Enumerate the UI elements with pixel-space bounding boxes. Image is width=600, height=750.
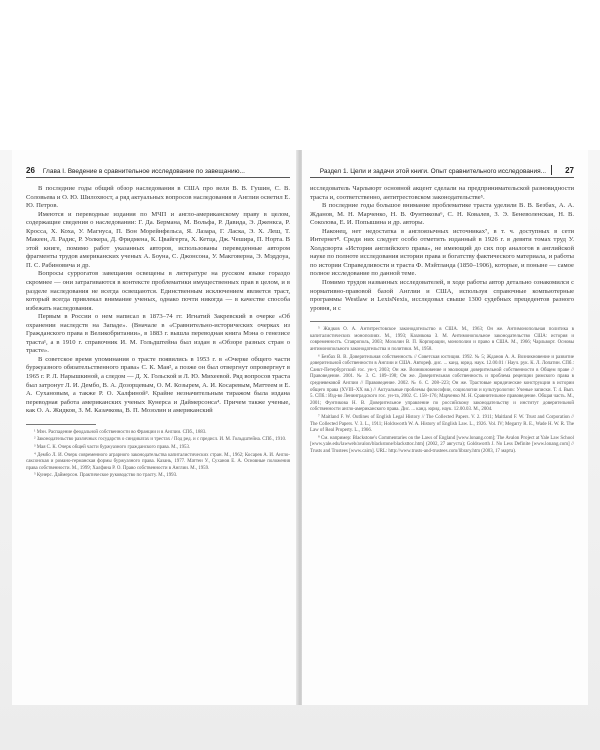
paragraph: исследователь Чарльворт основной акцент сделали на предпринимательской разновидности траста и, соответственно, антитрестовском законодательстве⁵. [310,185,574,201]
footnote-divider [26,424,96,425]
footnote: ⁶ Безбах В. В. Доверительная собственность // Советская юстиция. 1992. № 5; Жданов А. А. Возникновение и развитие доверительной собственности в Англии и США. Автореф. дис. ... канд. юрид. наук. 12.00.01 / Науч. рук. К. Л. Лопатин. СПб.: Санкт-Петербургский гос. ун-т, 2003; Он же. Возникновение и эволюция доверительной собственности в Общем праве // Правоведение. 2001. № 3. С. 189–198; Он же. Доверительная собственность и проблема рецепции римского права в средневековой Англии // Правоведение. 2002. № 6. С. 208–223; Он же. Трастовые юридические конструкции в истории общего права (XVIII–XX вв.) // Актуальные проблемы философии, социологии и культурологии: Ученые записки. Т. 4. Вып. 5. СПб.: Изд-во Ленинградского гос. ун-та, 2002. С. 158–176; Марченко М. Н. Сравнительное правоведение. Общая часть. М., 2001; Фунтикова Н. В. Доверительное управление по российскому законодательству и институт доверительной собственности англо-американского права. Дис. ... канд. юрид. наук. 12.00.03. М., 2004. [310,354,574,413]
header-separator [551,165,552,175]
right-page-number: 27 [565,166,574,175]
paragraph: Первым в России о нем написал в 1873–74 гг. Игнатий Закревский в очерке «Об охранении наследств на Западе». (Вначале в «Сравнительно-исторических очерках из Гражданского права в Великобритании», в 1883 г. вышла переводная книга Мэна о генезисе траста¹, а в 1910 г. справочник И. М. Гольдштейна был издан в «Обзоре разных стран о трасте». [26,313,290,355]
right-footnotes [310,321,574,455]
left-running-header [26,162,290,178]
right-header-title: Раздел 1. Цели и задачи этой книги. Опыт сравнительного исследования... [319,168,547,175]
footnote: ² Законодательство различных государств о синдикатах и трестах / Под ред. и с предисл. И. М. Гольдштейна. СПб., 1910. [34,437,287,443]
footnote: ⁸ См. например: Blackstone's Commentaries on the Laws of England [www.lonang.com]; The Avalon Project at Yale Law School [www.yale.edu/lawweb/avalon/blackstone/blacksttoc.htm] (2002, 27 августа); Goldsworth J. No Less Definite [www.lonang.com] // Trusts and Trustees [www.cairn]. URL: http://www.trusts-and-trustees.com/library.htm (2003, 17 марта). [310,435,574,454]
right-page [302,150,588,705]
paragraph: В последние годы большое внимание проблематике траста уделили В. В. Безбах, А. А. Жданов, М. Н. Марченко, Н. В. Фунтикова⁶, С. Н. Ковалев, З. Э. Беневоленская, Н. В. Соколова, Е. И. Попышина и др. авторы. [310,202,574,227]
footnote-divider [310,321,380,322]
footnote: ³ Мая С. К. Очерк общей части буржуазного гражданского права. М., 1953. [34,444,191,450]
paragraph: Вопросы суррогатов завещания освещены в литературе на русском языке гораздо скромнее — они затрагиваются в контексте проблематики имущественных прав в целом, и в разделе наследования не всегда освещаются. Единственным исключением является траст, который всегда привлекал внимание ученых, однако почти никогда — в качестве способа избежать наследования. [26,270,290,312]
footnote: ⁵ Кунерс. Даймерсон. Практическое руководство по трасту. М., 1993. [34,473,178,479]
right-body-text [310,185,574,313]
footnote: ⁵ Жидков О. А. Антитрестовское законодательство в США. М., 1963; Он же. Антимонопольная политика в капиталистических монополиях. М., 1993; Казачкова З. М. Антимонопольное законодательство США: история и современность. Ставрополь, 2003; Мозолин В. П. Корпорации, монополии и право в США. М., 1966; Чарльворт. Основы антимонопольного законодательства и политики. М., 1958. [310,327,574,352]
footnote: ⁴ Дембо Л. И. Очерк современного аграрного законодательства капиталистических стран. М., 1962; Косарев А. И. Англо-саксонская и романо-германская формы буржуазного права. Казань, 1977. Маттеи У., Суханов Е. А. Основные положения права собственности. М., 1999; Халфина Р. О. Право собственности в Англии. М., 1959. [26,452,290,471]
paragraph: Наконец, нет недостатка в англоязычных источниках⁷, в т. ч. доступных в сети Интернет⁸. Среди них следует особо отметить изданный в 1926 г. в девяти томах труд У. Холдсворта «История английского права», не имеющий до сих пор аналогов в английской науке по полноте исследования истории права и богатству фактического материала, и работы по истории Справедливости и траста Ф. Мэйтланда (1850–1906), которые, и поныне — самое полное исследование по данной теме. [310,227,574,278]
left-page [12,150,298,705]
left-header-title: Глава I. Введение в сравнительное исследование по завещанию... [42,168,245,175]
footnote: ¹ Мэн. Распадение феодальной собственности во Франции и в Англии. СПб., 1883. [34,429,207,435]
right-running-header [310,162,574,178]
left-body-text [26,185,290,416]
paragraph: В советское время упоминания о трасте появились в 1953 г. в «Очерке общего части буржуазного обязательственного права» С. К. Мая², а позже он был отвергнут опровергнут в 1965 г. Р. Л. Нарышкиной, а следом — Д. Х. Гольской и Л. Ю. Михеевой. Ряд вопросов траста был затронут Л. И. Дембо, В. А. Дозорцевым, О. М. Козырем, А. И. Косаревым, Маттеем и Е. А. Сухановым, а также Р. О. Халфиной³. Крайне незначительным тиражом была издана переводная работа американских ученых Кунерса и Даймерсонса⁴. Причем также ученые, как О. А. Жидков, З. М. Казачкова, В. П. Мозолин и американский [26,355,290,415]
left-footnotes [26,424,290,480]
paragraph: Имеются и переводные издания по МЧП и англо-американскому праву в целом, содержащие сведения о наследовании: Г. Да. Бермана, М. Вольфа, Р. Давида, Э. Дженкса, Р. Кросса, Х. Коха, У. Магнуса, П. Вон Морейнфельса, Я. Лазара, Г. Ласка, Э. Х. Леш, Т. Макеен, Л. Радис, Р. Уолкера, Д. Фридмена, К. Цвайгерта, Х. Кетца, Дж. Чешира, П. Норта. В этой книге, помимо работ указанных авторов, использованы переведенные автором фрагменты трудов американских ученых А. Боуна, С. Джонсона, У. Макговерна, Э. Мэддоуа, П. С. Рабиновича и др. [26,210,290,269]
left-page-number: 26 [26,166,35,175]
paragraph: Помимо трудов названных исследователей, в ходе работы автор детально ознакомился с нормативно-правовой базой Англии и США, используя справочные компьютерные программы Westlaw и LexisNexis, исследовал свыше 1300 судебных прецедентов разного уровня, и с [310,279,574,312]
paragraph: В последние годы общий обзор наследования в США про вели В. В. Гушин, С. В. Соловьева и О. Ю. Шилохвост, а ряд актуальных вопросов наследования в Англии осветил Е. Ю. Петров. [26,185,290,210]
footnote: ⁷ Maitland F. W. Outlines of English Legal History // The Collected Papers. V. 2. 1911; Maitland F. W. Trust and Corporation // The Collected Papers. V. 3. L., 1911; Holdsworth W. A. History of English Law. L., 1926. Vol. IV; Megarry R. E., Wade H. W. R. The Law of Real Property. L., 1966. [310,414,574,434]
